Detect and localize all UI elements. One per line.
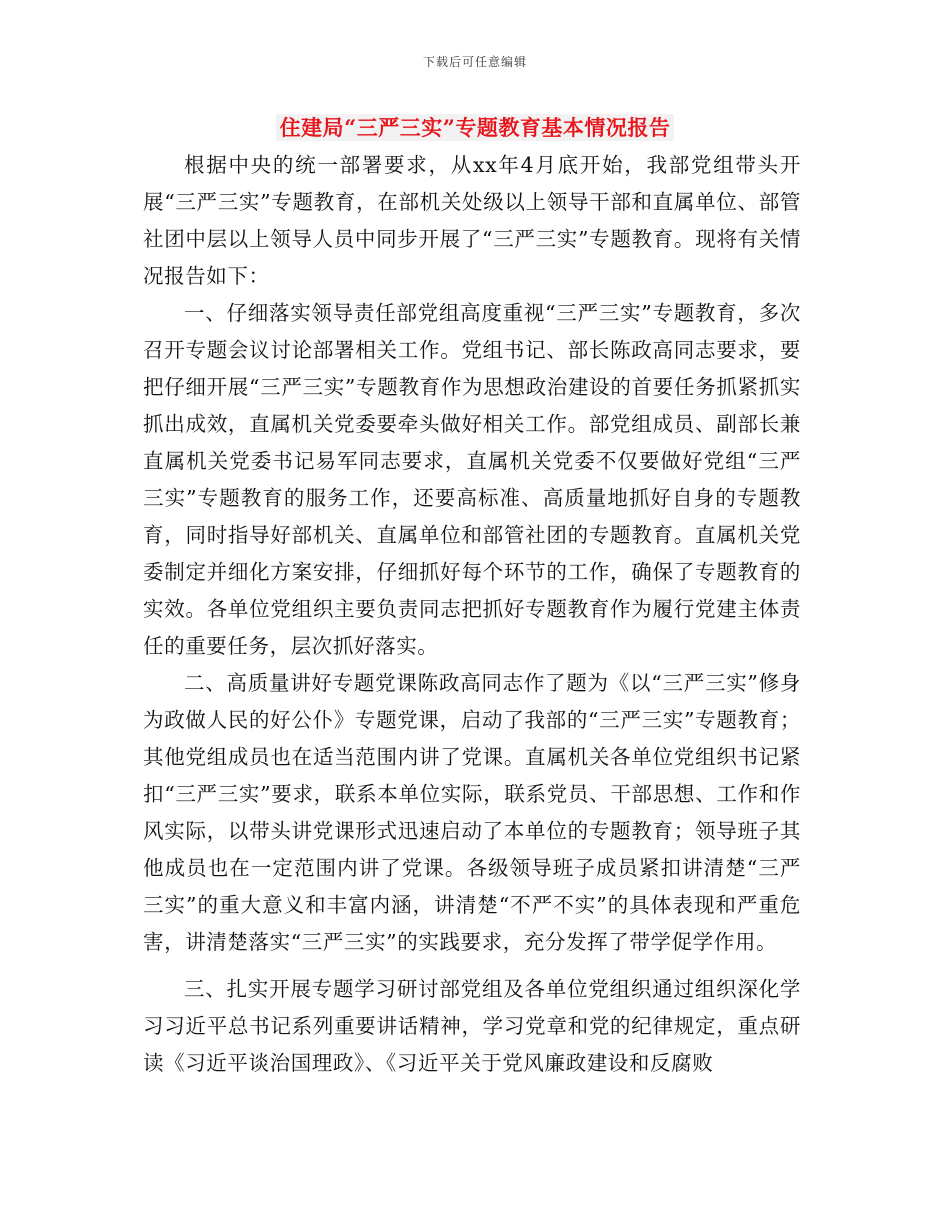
paragraph-section-3: 三、扎实开展专题学习研讨部党组及各单位党组织通过组织深化学习习近平总书记系列重要讲话精神，学习党章和党的纪律规定，重点研读《习近平谈治国理政》、《习近平关于党风廉政建设和反腐败 [143,977,801,1075]
document-body [143,147,801,1082]
header-note: 下载后可任意编辑 [422,55,527,69]
paragraph-section-1: 一、仔细落实领导责任部党组高度重视“三严三实”专题教育，多次召开专题会议讨论部署相关工作。党组书记、部长陈政高同志要求，要把仔细开展“三严三实”专题教育作为思想政治建设的首要任务抓紧抓实抓出成效，直属机关党委要牵头做好相关工作。部党组成员、副部长兼直属机关党委书记易军同志要求，直属机关党委不仅要做好党组“三严三实”专题教育的服务工作，还要高标准、高质量地抓好自身的专题教育，同时指导好部机关、直属单位和部管社团的专题教育。直属机关党委制定并细化方案安排，仔细抓好每个环节的工作，确保了专题教育的实效。各单位党组织主要负责同志把抓好专题教育作为履行党建主体责任的重要任务，层次抓好落实。 [143,301,801,658]
paragraph-intro: 根据中央的统一部署要求，从xx年4月底开始，我部党组带头开展“三严三实”专题教育，在部机关处级以上领导干部和直属单位、部管社团中层以上领导人员中同步开展了“三严三实”专题教育。现将有关情况报告如下： [143,153,801,288]
paragraph-section-2: 二、高质量讲好专题党课陈政高同志作了题为《以“三严三实”修身为政做人民的好公仆》专题党课，启动了我部的“三严三实”专题教育；其他党组成员也在适当范围内讲了党课。直属机关各单位党组织书记紧扣“三严三实”要求，联系本单位实际，联系党员、干部思想、工作和作风实际，以带头讲党课形式迅速启动了本单位的专题教育；领导班子其他成员也在一定范围内讲了党课。各级领导班子成员紧扣讲清楚“三严三实”的重大意义和丰富内涵，讲清楚“不严不实”的具体表现和严重危害，讲清楚落实“三严三实”的实践要求，充分发挥了带学促学作用。 [143,671,801,954]
document-title-text: 住建局“三严三实”专题教育基本情况报告 [276,114,675,141]
document-title [0,112,950,142]
